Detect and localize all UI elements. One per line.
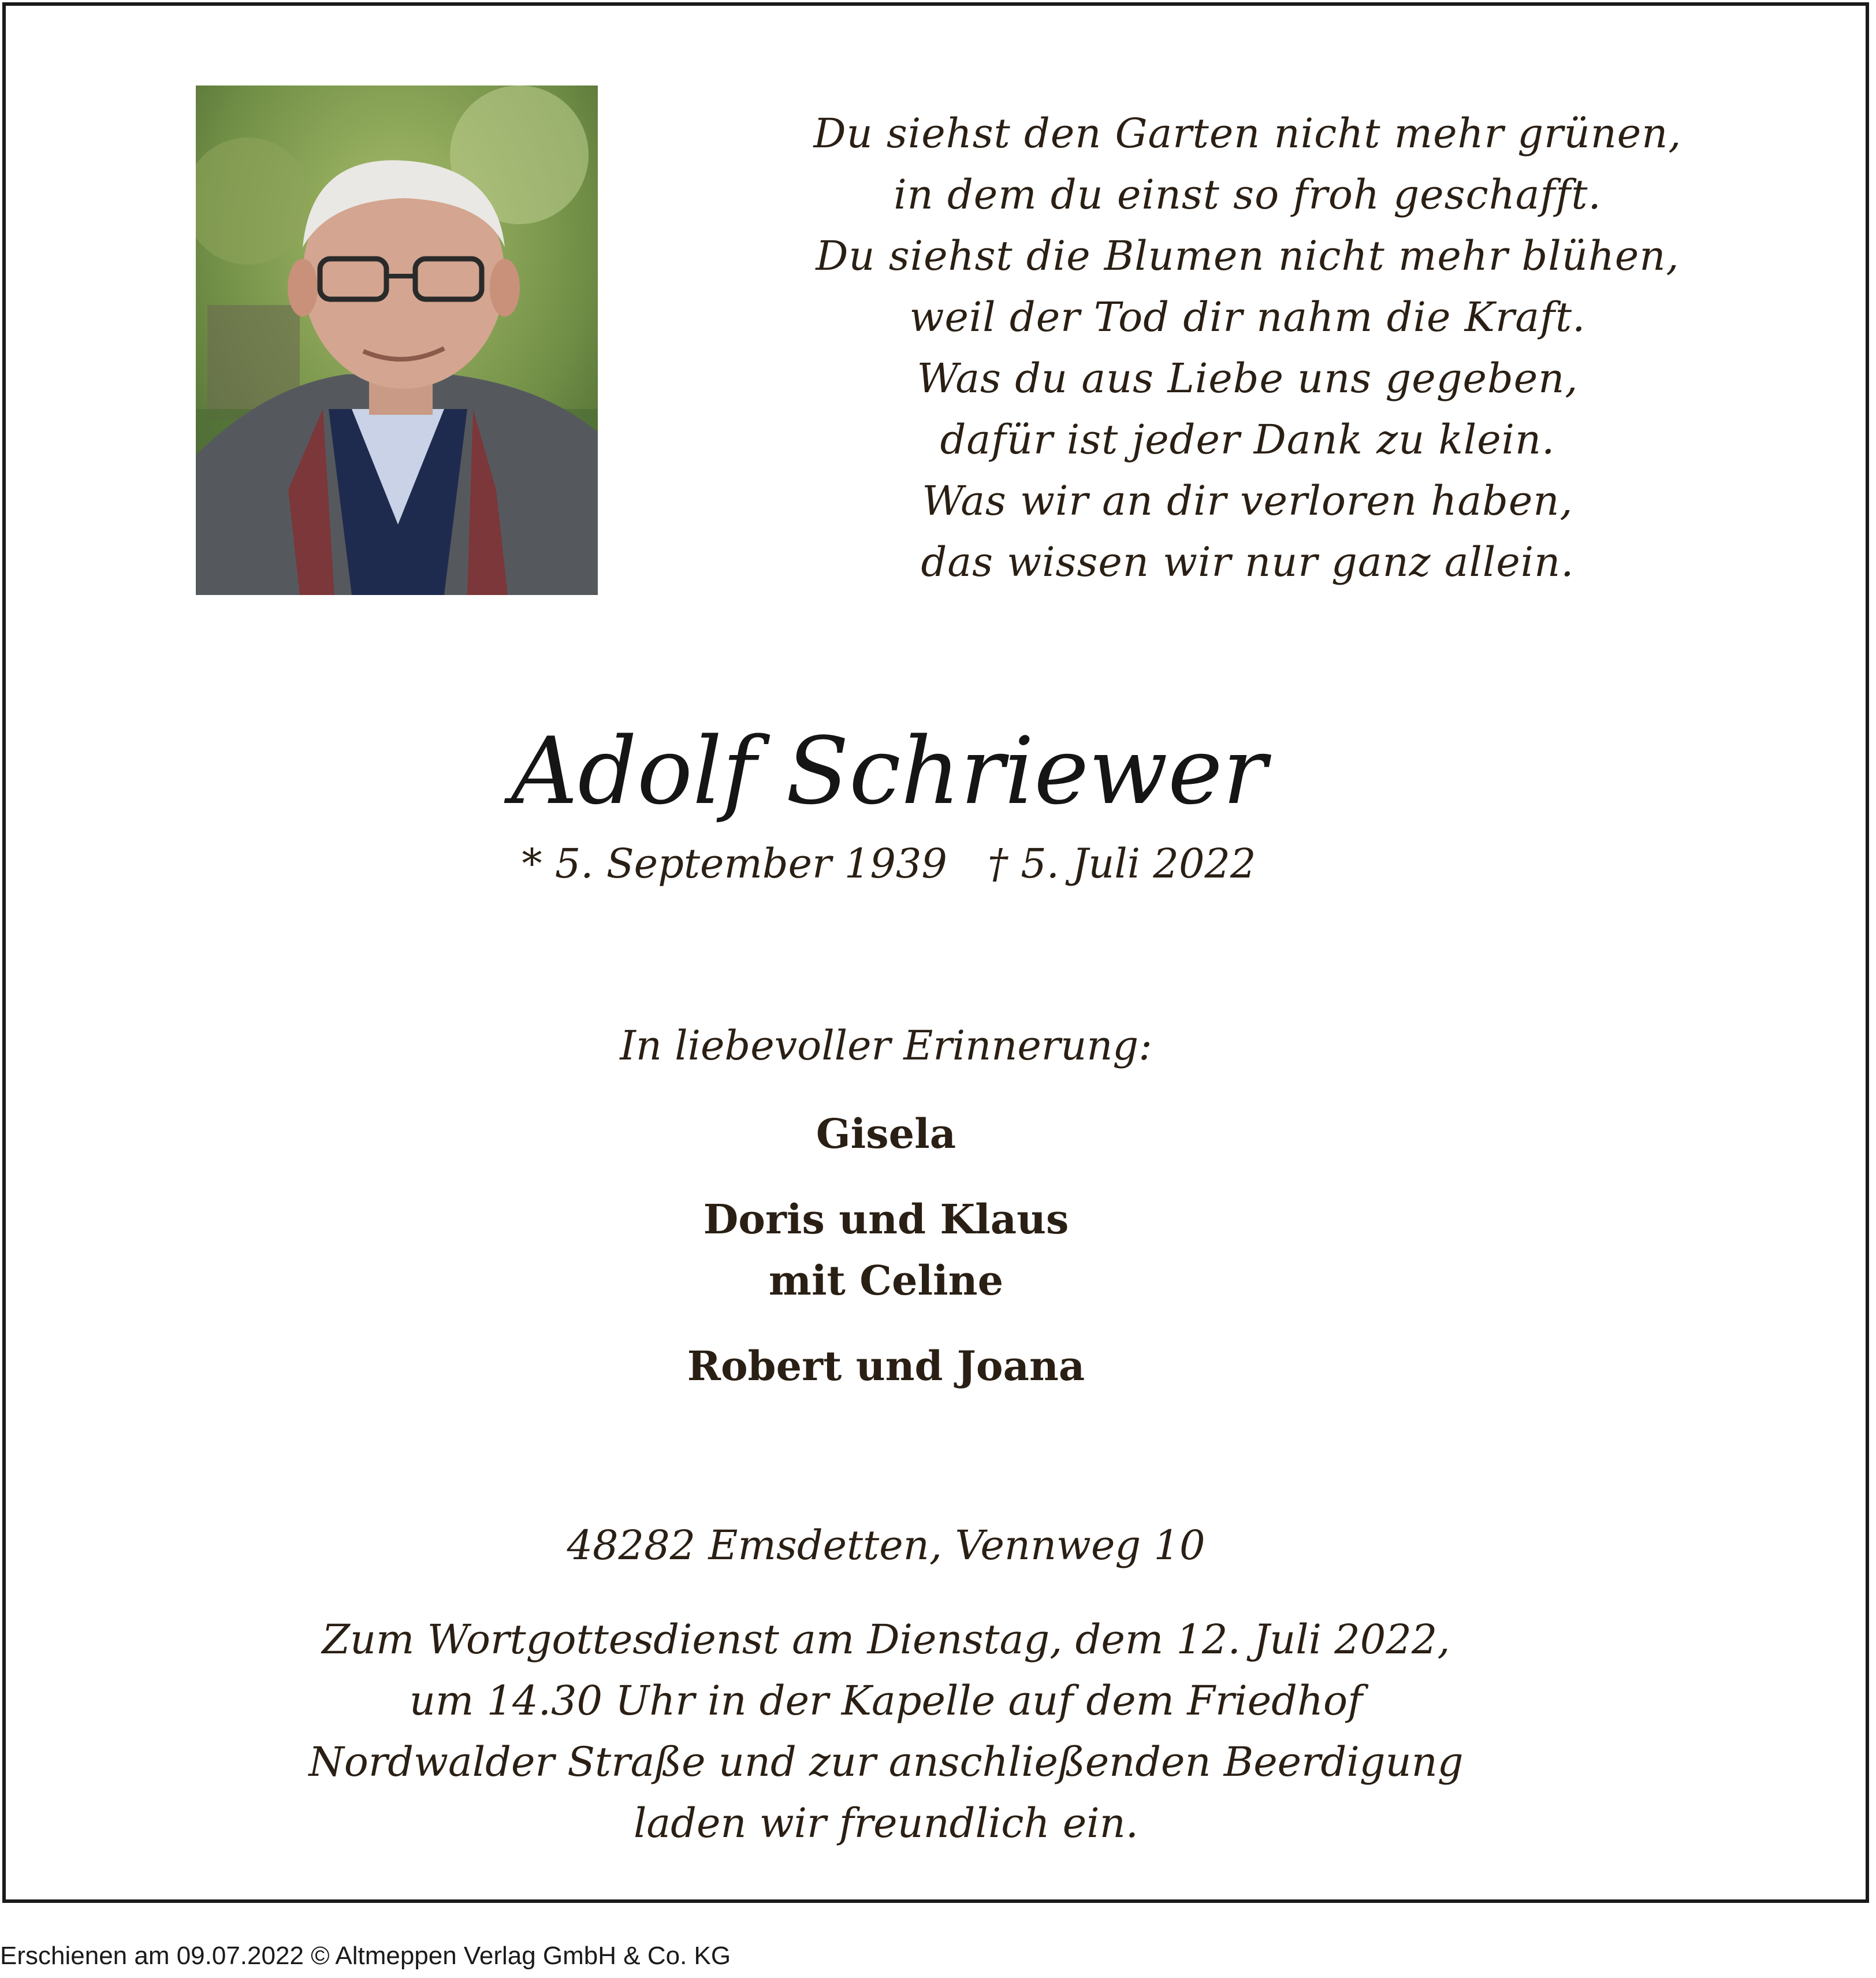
publication-footer: Erschienen am 09.07.2022 © Altmeppen Verlag GmbH & Co. KG [0, 1942, 731, 1970]
portrait-photo-icon [196, 85, 598, 595]
family-member: Doris und Klaus [703, 1195, 1069, 1243]
service-line: Zum Wortgottesdienst am Dienstag, dem 12. Juli 2022, [322, 1616, 1450, 1663]
poem-line: das wissen wir nur ganz allein. [921, 538, 1574, 586]
family-group [0, 1103, 1876, 1165]
address-text: 48282 Emsdetten, Vennweg 10 [567, 1522, 1205, 1569]
poem-line: in dem du einst so froh geschafft. [894, 171, 1602, 218]
poem [722, 103, 1773, 593]
death-date: † 5. Juli 2022 [987, 840, 1256, 887]
poem-line: Du siehst den Garten nicht mehr grünen, [813, 110, 1682, 157]
service-line: Nordwalder Straße und zur anschließenden Beerdigung [308, 1738, 1464, 1786]
life-dates [0, 838, 1876, 890]
portrait-photo [196, 85, 598, 595]
service-line: laden wir freundlich ein. [634, 1799, 1138, 1847]
deceased-name-text: Adolf Schriewer [511, 717, 1267, 825]
poem-line: Was wir an dir verloren haben, [922, 477, 1573, 525]
service-info [0, 1609, 1876, 1854]
address [0, 1519, 1876, 1571]
family-member: mit Celine [768, 1256, 1004, 1304]
poem-line: Was du aus Liebe uns gegeben, [917, 355, 1579, 402]
birth-date: * 5. September 1939 [522, 840, 947, 887]
family-member: Gisela [816, 1110, 956, 1158]
family-list [0, 1103, 1876, 1421]
family-group [0, 1189, 1876, 1311]
service-line: um 14.30 Uhr in der Kapelle auf dem Friedhof [409, 1677, 1363, 1724]
memory-label-text: In liebevoller Erinnerung: [620, 1022, 1152, 1069]
memory-label [0, 1020, 1876, 1072]
family-member: Robert und Joana [687, 1342, 1085, 1390]
poem-line: Du siehst die Blumen nicht mehr blühen, [816, 232, 1680, 280]
poem-line: dafür ist jeder Dank zu klein. [940, 416, 1555, 463]
poem-line: weil der Tod dir nahm die Kraft. [909, 293, 1586, 341]
family-group [0, 1336, 1876, 1397]
deceased-name [0, 719, 1876, 823]
